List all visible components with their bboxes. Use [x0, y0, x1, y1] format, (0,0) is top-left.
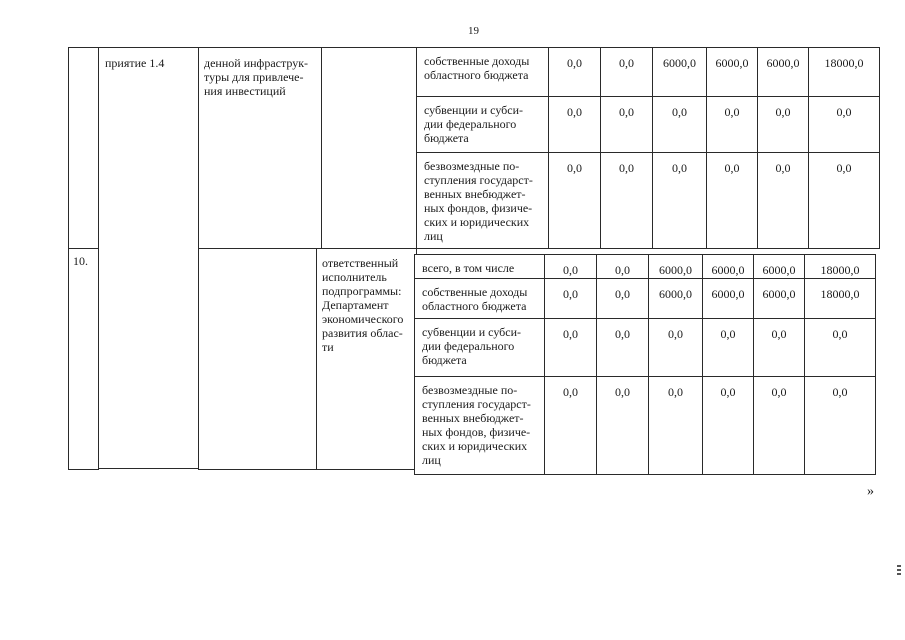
- object-label: денной инфраструк- туры для привлече- ния инвестиций: [204, 56, 309, 98]
- funding-source-label: собственные доходы областного бюджета: [422, 285, 528, 313]
- page-number: 19: [468, 25, 479, 37]
- value-cell: [544, 376, 597, 475]
- value-cell: [600, 47, 653, 97]
- value-cell: [804, 318, 876, 377]
- value-amount: 0,0: [836, 161, 852, 175]
- value-amount: 6000,0: [659, 263, 692, 277]
- closing-quote: »: [867, 484, 874, 499]
- value-amount: 0,0: [771, 385, 787, 399]
- value-amount: 0,0: [563, 327, 578, 341]
- value-cell: [757, 152, 809, 249]
- value-cell: [544, 318, 597, 377]
- value-cell: [804, 278, 876, 319]
- funding-source-label: всего, в том числе: [422, 261, 515, 275]
- value-amount: 18000,0: [820, 287, 860, 301]
- value-amount: 0,0: [724, 105, 740, 119]
- table-row-10-number-cell: [68, 248, 99, 470]
- value-amount: 6000,0: [762, 287, 796, 301]
- value-amount: 18000,0: [824, 56, 864, 70]
- funding-source-label: субвенции и субси- дии федерального бюджета: [424, 103, 524, 145]
- value-amount: 0,0: [672, 105, 687, 119]
- value-cell: [706, 47, 758, 97]
- value-amount: 0,0: [672, 161, 687, 175]
- value-amount: 0,0: [771, 327, 787, 341]
- value-amount: 6000,0: [715, 56, 749, 70]
- value-amount: 0,0: [563, 385, 578, 399]
- table-object-cell: [198, 47, 322, 249]
- value-amount: 6000,0: [762, 263, 796, 277]
- value-amount: 6000,0: [766, 56, 800, 70]
- value-cell: [804, 376, 876, 475]
- value-amount: 0,0: [619, 105, 634, 119]
- value-cell: [600, 96, 653, 153]
- value-amount: 0,0: [563, 263, 578, 277]
- value-cell: [808, 47, 880, 97]
- value-amount: 0,0: [832, 327, 848, 341]
- value-amount: 0,0: [668, 385, 683, 399]
- value-cell: [596, 254, 649, 279]
- funding-source-cell: [416, 47, 549, 97]
- value-cell: [544, 254, 597, 279]
- value-cell: [548, 152, 601, 249]
- funding-source-label: безвозмездные по- ступления государст- венных внебюджет- ных фондов, физиче- ских и юридических лиц: [422, 383, 531, 467]
- value-amount: 0,0: [668, 327, 683, 341]
- value-amount: 0,0: [567, 56, 582, 70]
- value-amount: 0,0: [567, 161, 582, 175]
- table-measure-cell: [98, 47, 199, 469]
- value-amount: 0,0: [775, 105, 791, 119]
- value-cell: [753, 278, 805, 319]
- value-cell: [804, 254, 876, 279]
- value-amount: 0,0: [615, 287, 630, 301]
- value-amount: 0,0: [563, 287, 578, 301]
- value-amount: 6000,0: [659, 287, 692, 301]
- value-cell: [706, 96, 758, 153]
- table-empty-responsible-cell: [321, 47, 417, 249]
- value-cell: [596, 278, 649, 319]
- funding-source-cell: [414, 254, 545, 279]
- value-cell: [808, 152, 880, 249]
- value-cell: [596, 318, 649, 377]
- funding-source-cell: [416, 96, 549, 153]
- table-responsible-cell: [316, 248, 417, 470]
- table-row-10-blank-cell: [198, 248, 322, 470]
- value-amount: 6000,0: [663, 56, 696, 70]
- responsible-executor: ответственный исполнитель подпрограммы: Департамент экономического развития облас- ти: [322, 256, 404, 354]
- value-cell: [648, 376, 703, 475]
- funding-source-label: безвозмездные по- ступления государст- венных внебюджет- ных фондов, физиче- ских и юридических лиц: [424, 159, 533, 243]
- value-cell: [706, 152, 758, 249]
- value-amount: 0,0: [775, 161, 791, 175]
- row-number-10: 10.: [73, 254, 88, 268]
- value-cell: [648, 318, 703, 377]
- value-amount: 6000,0: [711, 287, 745, 301]
- value-cell: [702, 376, 754, 475]
- funding-source-cell: [416, 152, 549, 249]
- table-row-number-column: [68, 47, 99, 249]
- funding-source-cell: [414, 376, 545, 475]
- value-cell: [757, 47, 809, 97]
- value-cell: [702, 254, 754, 279]
- value-cell: [652, 96, 707, 153]
- value-amount: 0,0: [720, 327, 736, 341]
- value-cell: [596, 376, 649, 475]
- value-cell: [702, 278, 754, 319]
- value-amount: 0,0: [615, 385, 630, 399]
- value-amount: 0,0: [567, 105, 582, 119]
- funding-source-cell: [414, 278, 545, 319]
- value-cell: [753, 376, 805, 475]
- value-amount: 0,0: [836, 105, 852, 119]
- value-cell: [544, 278, 597, 319]
- funding-source-label: субвенции и субси- дии федерального бюджета: [422, 325, 522, 367]
- value-amount: 0,0: [832, 385, 848, 399]
- value-amount: 6000,0: [711, 263, 745, 277]
- value-cell: [548, 96, 601, 153]
- funding-source-cell: [414, 318, 545, 377]
- value-cell: [648, 278, 703, 319]
- value-cell: [808, 96, 880, 153]
- value-amount: 0,0: [615, 327, 630, 341]
- funding-source-label: собственные доходы областного бюджета: [424, 54, 530, 82]
- value-cell: [757, 96, 809, 153]
- value-cell: [652, 152, 707, 249]
- value-amount: 0,0: [619, 56, 634, 70]
- value-cell: [753, 254, 805, 279]
- value-cell: [652, 47, 707, 97]
- value-amount: 18000,0: [820, 263, 860, 277]
- margin-scan-mark: [897, 565, 901, 579]
- value-amount: 0,0: [724, 161, 740, 175]
- value-amount: 0,0: [619, 161, 634, 175]
- value-amount: 0,0: [720, 385, 736, 399]
- measure-label: приятие 1.4: [105, 56, 165, 70]
- value-cell: [600, 152, 653, 249]
- value-cell: [648, 254, 703, 279]
- value-cell: [753, 318, 805, 377]
- value-cell: [702, 318, 754, 377]
- value-cell: [548, 47, 601, 97]
- value-amount: 0,0: [615, 263, 630, 277]
